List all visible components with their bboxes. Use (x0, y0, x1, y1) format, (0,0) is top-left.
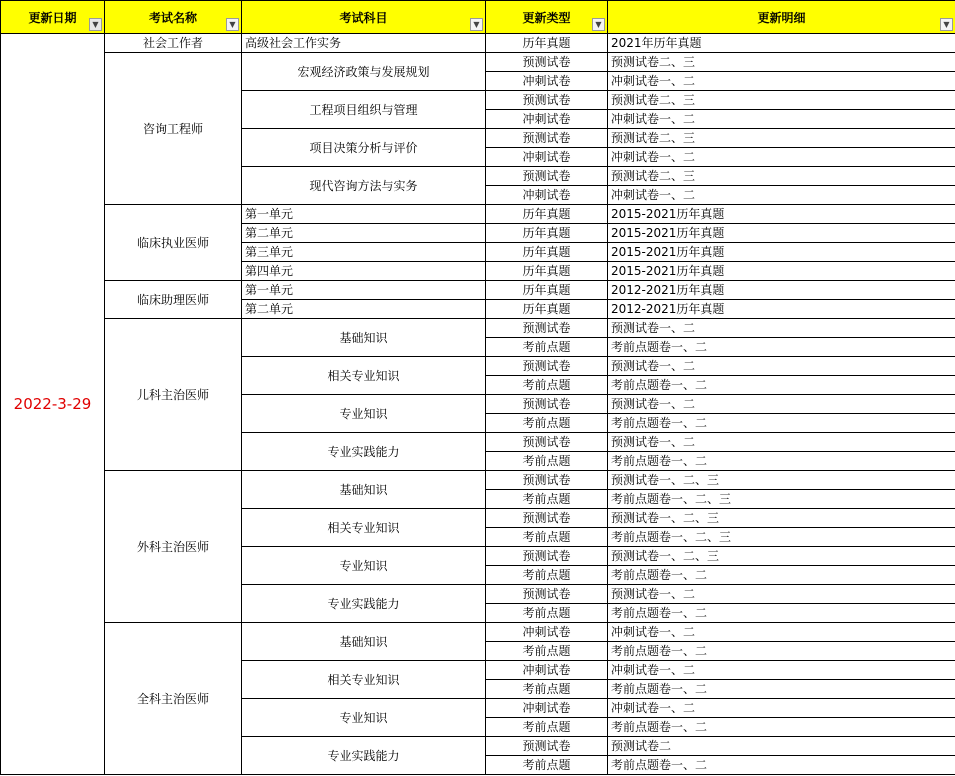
update-detail-cell[interactable]: 冲刺试卷一、二 (608, 72, 955, 91)
update-type-cell[interactable]: 考前点题 (486, 490, 608, 509)
update-type-cell[interactable]: 预测试卷 (486, 357, 608, 376)
update-type-cell[interactable]: 冲刺试卷 (486, 661, 608, 680)
update-detail-cell[interactable]: 考前点题卷一、二 (608, 414, 955, 433)
update-detail-cell[interactable]: 预测试卷二、三 (608, 129, 955, 148)
exam-subject-cell[interactable]: 第四单元 (242, 262, 486, 281)
update-type-cell[interactable]: 考前点题 (486, 338, 608, 357)
update-type-cell[interactable]: 考前点题 (486, 642, 608, 661)
dropdown-arrow-icon[interactable]: ▼ (226, 18, 239, 31)
exam-subject-cell[interactable]: 工程项目组织与管理 (242, 91, 486, 129)
header-exam-label: 考试名称 (148, 10, 197, 25)
update-detail-cell[interactable]: 考前点题卷一、二 (608, 338, 955, 357)
dropdown-arrow-icon[interactable]: ▼ (940, 18, 953, 31)
header-row (1, 1, 955, 34)
exam-subject-cell[interactable]: 专业实践能力 (242, 433, 486, 471)
exam-subject-cell[interactable]: 专业知识 (242, 395, 486, 433)
exam-subject-cell[interactable]: 专业实践能力 (242, 585, 486, 623)
update-type-cell[interactable]: 冲刺试卷 (486, 623, 608, 642)
update-detail-cell[interactable]: 预测试卷一、二 (608, 357, 955, 376)
exam-subject-cell[interactable]: 现代咨询方法与实务 (242, 167, 486, 205)
update-type-cell[interactable]: 预测试卷 (486, 509, 608, 528)
update-detail-cell[interactable]: 预测试卷一、二 (608, 433, 955, 452)
update-type-cell[interactable]: 冲刺试卷 (486, 110, 608, 129)
update-detail-cell[interactable]: 冲刺试卷一、二 (608, 148, 955, 167)
update-detail-cell[interactable]: 考前点题卷一、二 (608, 566, 955, 585)
update-type-cell[interactable]: 考前点题 (486, 414, 608, 433)
update-detail-cell[interactable]: 2015-2021历年真题 (608, 205, 955, 224)
update-type-cell[interactable]: 历年真题 (486, 300, 608, 319)
update-detail-cell[interactable]: 预测试卷二、三 (608, 167, 955, 186)
header-detail-label: 更新明细 (757, 10, 806, 25)
update-type-cell[interactable]: 考前点题 (486, 756, 608, 775)
exam-subject-cell[interactable]: 相关专业知识 (242, 661, 486, 699)
update-type-cell[interactable]: 预测试卷 (486, 129, 608, 148)
header-subject[interactable] (242, 1, 486, 34)
update-detail-cell[interactable]: 预测试卷二 (608, 737, 955, 756)
exam-subject-cell[interactable]: 高级社会工作实务 (242, 34, 486, 53)
update-detail-cell[interactable]: 冲刺试卷一、二 (608, 110, 955, 129)
exam-subject-cell[interactable]: 第一单元 (242, 281, 486, 300)
update-type-cell[interactable]: 预测试卷 (486, 471, 608, 490)
exam-name-cell[interactable]: 咨询工程师 (105, 53, 242, 205)
update-detail-cell[interactable]: 预测试卷一、二、三 (608, 509, 955, 528)
update-detail-cell[interactable]: 2012-2021历年真题 (608, 300, 955, 319)
update-type-cell[interactable]: 考前点题 (486, 604, 608, 623)
update-detail-cell[interactable]: 2015-2021历年真题 (608, 243, 955, 262)
header-date-label: 更新日期 (28, 10, 77, 25)
update-detail-cell[interactable]: 考前点题卷一、二 (608, 756, 955, 775)
header-type-label: 更新类型 (522, 10, 571, 25)
update-detail-cell[interactable]: 预测试卷二、三 (608, 53, 955, 72)
table-row (1, 53, 955, 72)
update-detail-cell[interactable]: 预测试卷一、二 (608, 395, 955, 414)
update-detail-cell[interactable]: 2021年历年真题 (608, 34, 955, 53)
exam-subject-cell[interactable]: 专业知识 (242, 699, 486, 737)
update-type-cell[interactable]: 预测试卷 (486, 547, 608, 566)
update-type-cell[interactable]: 历年真题 (486, 205, 608, 224)
update-type-cell[interactable]: 历年真题 (486, 262, 608, 281)
filter-active-icon[interactable]: ▼ (89, 18, 102, 31)
update-type-cell[interactable]: 历年真题 (486, 281, 608, 300)
header-date[interactable] (1, 1, 105, 34)
update-detail-cell[interactable]: 考前点题卷一、二 (608, 680, 955, 699)
update-type-cell[interactable]: 历年真题 (486, 224, 608, 243)
exam-subject-cell[interactable]: 第一单元 (242, 205, 486, 224)
header-subject-label: 考试科目 (339, 10, 388, 25)
update-type-cell[interactable]: 历年真题 (486, 243, 608, 262)
table-row (1, 205, 955, 224)
exam-name-cell[interactable]: 儿科主治医师 (105, 319, 242, 471)
update-detail-cell[interactable]: 预测试卷一、二 (608, 585, 955, 604)
exam-name-cell[interactable]: 社会工作者 (105, 34, 242, 53)
exam-name-cell[interactable]: 全科主治医师 (105, 623, 242, 775)
update-date-cell[interactable]: 2022-3-29 (1, 34, 105, 775)
update-type-cell[interactable]: 冲刺试卷 (486, 699, 608, 718)
table-header (1, 1, 955, 34)
update-detail-cell[interactable]: 考前点题卷一、二 (608, 452, 955, 471)
exam-subject-cell[interactable]: 宏观经济政策与发展规划 (242, 53, 486, 91)
dropdown-arrow-icon[interactable]: ▼ (592, 18, 605, 31)
update-detail-cell[interactable]: 冲刺试卷一、二 (608, 661, 955, 680)
dropdown-arrow-icon[interactable]: ▼ (470, 18, 483, 31)
update-detail-cell[interactable]: 预测试卷二、三 (608, 91, 955, 110)
update-detail-cell[interactable]: 预测试卷一、二 (608, 319, 955, 338)
update-type-cell[interactable]: 预测试卷 (486, 585, 608, 604)
update-type-cell[interactable]: 考前点题 (486, 376, 608, 395)
update-type-cell[interactable]: 预测试卷 (486, 91, 608, 110)
exam-name-cell[interactable]: 临床助理医师 (105, 281, 242, 319)
update-type-cell[interactable]: 预测试卷 (486, 395, 608, 414)
table-row (1, 471, 955, 490)
update-detail-cell[interactable]: 2012-2021历年真题 (608, 281, 955, 300)
update-detail-cell[interactable]: 考前点题卷一、二、三 (608, 528, 955, 547)
table-row (1, 34, 955, 53)
exam-name-cell[interactable]: 临床执业医师 (105, 205, 242, 281)
header-type[interactable] (486, 1, 608, 34)
exam-subject-cell[interactable]: 相关专业知识 (242, 509, 486, 547)
update-type-cell[interactable]: 冲刺试卷 (486, 186, 608, 205)
table-body (1, 34, 955, 775)
update-detail-cell[interactable]: 2015-2021历年真题 (608, 224, 955, 243)
update-detail-cell[interactable]: 考前点题卷一、二 (608, 604, 955, 623)
exam-subject-cell[interactable]: 专业实践能力 (242, 737, 486, 775)
update-detail-cell[interactable]: 冲刺试卷一、二 (608, 623, 955, 642)
update-type-cell[interactable]: 考前点题 (486, 528, 608, 547)
table-row (1, 281, 955, 300)
exam-subject-cell[interactable]: 基础知识 (242, 471, 486, 509)
exam-subject-cell[interactable]: 专业知识 (242, 547, 486, 585)
exam-subject-cell[interactable]: 基础知识 (242, 623, 486, 661)
header-detail[interactable] (608, 1, 955, 34)
exam-subject-cell[interactable]: 第三单元 (242, 243, 486, 262)
update-type-cell[interactable]: 考前点题 (486, 680, 608, 699)
exam-subject-cell[interactable]: 基础知识 (242, 319, 486, 357)
update-type-cell[interactable]: 预测试卷 (486, 53, 608, 72)
update-type-cell[interactable]: 预测试卷 (486, 737, 608, 756)
update-type-cell[interactable]: 预测试卷 (486, 319, 608, 338)
table-row (1, 319, 955, 338)
update-detail-cell[interactable]: 预测试卷一、二、三 (608, 547, 955, 566)
exam-name-cell[interactable]: 外科主治医师 (105, 471, 242, 623)
update-detail-cell[interactable]: 预测试卷一、二、三 (608, 471, 955, 490)
update-type-cell[interactable]: 考前点题 (486, 718, 608, 737)
update-type-cell[interactable]: 预测试卷 (486, 433, 608, 452)
exam-subject-cell[interactable]: 相关专业知识 (242, 357, 486, 395)
update-detail-cell[interactable]: 2015-2021历年真题 (608, 262, 955, 281)
update-detail-cell[interactable]: 冲刺试卷一、二 (608, 699, 955, 718)
header-exam[interactable] (105, 1, 242, 34)
update-type-cell[interactable]: 冲刺试卷 (486, 148, 608, 167)
update-detail-cell[interactable]: 考前点题卷一、二、三 (608, 490, 955, 509)
update-type-cell[interactable]: 考前点题 (486, 452, 608, 471)
update-detail-cell[interactable]: 考前点题卷一、二 (608, 642, 955, 661)
exam-subject-cell[interactable]: 第二单元 (242, 300, 486, 319)
update-detail-cell[interactable]: 考前点题卷一、二 (608, 376, 955, 395)
exam-subject-cell[interactable]: 项目决策分析与评价 (242, 129, 486, 167)
update-type-cell[interactable]: 预测试卷 (486, 167, 608, 186)
exam-subject-cell[interactable]: 第二单元 (242, 224, 486, 243)
update-detail-cell[interactable]: 冲刺试卷一、二 (608, 186, 955, 205)
update-type-cell[interactable]: 冲刺试卷 (486, 72, 608, 91)
update-detail-cell[interactable]: 考前点题卷一、二 (608, 718, 955, 737)
update-type-cell[interactable]: 考前点题 (486, 566, 608, 585)
update-type-cell[interactable]: 历年真题 (486, 34, 608, 53)
table-row (1, 623, 955, 642)
